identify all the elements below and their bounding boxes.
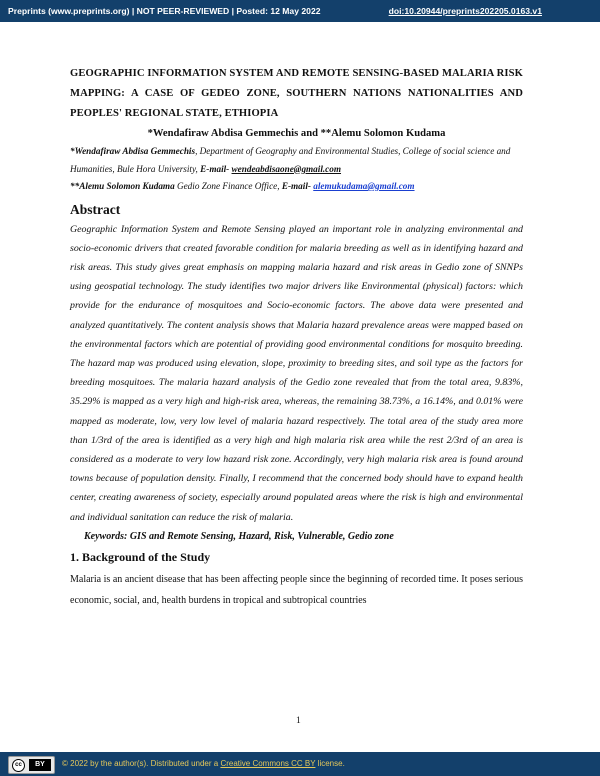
affiliation-1-text: , Department of Geography and Environmental Studies, College of social science and Humanities, Bule Hora University,	[70, 146, 511, 174]
keywords: Keywords: GIS and Remote Sensing, Hazard, Risk, Vulnerable, Gedio zone	[84, 530, 394, 542]
cc-by-badge-icon[interactable]	[8, 756, 55, 774]
preprint-header-bar	[0, 0, 600, 22]
license-prefix: © 2022 by the author(s). Distributed under a	[62, 759, 221, 768]
affiliation-1	[70, 143, 523, 178]
paper-content	[70, 64, 523, 611]
affiliation-1-email[interactable]: wendeabdisaone@gmail.com	[231, 163, 342, 174]
section-1-text: Malaria is an ancient disease that has been affecting people since the beginning of recorded time. It poses serious economic, social, and, health burdens in tropical and subtropical countries	[70, 573, 523, 606]
cc-icon: cc	[12, 759, 25, 772]
abstract-heading: Abstract	[70, 201, 121, 217]
by-icon: BY	[29, 759, 51, 771]
affiliation-2-email[interactable]: alemukudama@gmail.com	[313, 181, 415, 191]
preprint-status: Preprints (www.preprints.org) | NOT PEER-REVIEWED | Posted: 12 May 2022	[8, 6, 321, 16]
paper-title: GEOGRAPHIC INFORMATION SYSTEM AND REMOTE SENSING-BASED MALARIA RISK MAPPING: A CASE OF GEDEO ZONE, SOUTHERN NATIONS NATIONALITIES AND PEOPLES' REGIONAL STATE, ETHIOPIA	[70, 68, 523, 119]
license-link[interactable]: Creative Commons CC BY	[220, 759, 316, 768]
section-1-heading: 1. Background of the Study	[70, 549, 211, 564]
affiliation-2-text: Gedio Zone Finance Office,	[174, 181, 282, 191]
page-number: 1	[296, 716, 301, 726]
affiliation-2	[70, 178, 523, 196]
author-line: *Wendafiraw Abdisa Gemmechis and **Alemu Solomon Kudama	[147, 128, 446, 139]
doi-link[interactable]: doi:10.20944/preprints202205.0163.v1	[388, 6, 542, 16]
affiliation-1-name: *Wendafiraw Abdisa Gemmechis	[70, 146, 196, 156]
abstract-text: Geographic Information System and Remote Sensing played an important role in analyzing environmental and socio-economic drivers that created favorable condition for malaria breeding as well as in identifying hazard and risk areas. This study gives great emphasis on mapping malaria hazard and risk areas in Gedio zone of SNNPs using geospatial technology. The study identifies two major drivers like Environmental (physical) factors: which provide for the endurance of mosquitoes and Socio-economic factors. The above data were presented and analyzed quantitatively. The content analysis shows that Malaria hazard prevalence areas were mapped based on the environmental factors which are potential of providing good environmental conditions for mosquito breeding. The hazard map was produced using elevation, slope, proximity to breeding sites, and soil type as the factors for breeding mosquitoes. The malaria hazard analysis of the Gedio zone revealed that from the total area, 9.83%, 35.29% is mapped as a very high and high-risk area, whereas, the remaining 38.73%, a 16.14%, and 0.01% were mapped as moderate, low, very low level of malaria hazard respectively. The total area of the study area more than 1/3rd of the area is identified as a very high and high malaria risk area while the rest 2/3rd of an area is considered as a moderate to very low hazard risk zone. Accordingly, very high malaria risk area is found around towns because of population density. Finally, I recommend that the concerned body should have to expand health center, creating awareness of society, especially around populated areas where the risk is high and environmental and individual sanitation can reduce the risk of malaria.	[70, 223, 523, 523]
affiliation-2-name: **Alemu Solomon Kudama	[70, 181, 175, 191]
affiliation-2-email-label: E-mail-	[281, 181, 314, 191]
affiliation-1-email-label: E-mail-	[200, 163, 232, 174]
license-suffix: license.	[315, 759, 345, 768]
license-text	[62, 759, 345, 768]
license-footer	[0, 752, 600, 776]
